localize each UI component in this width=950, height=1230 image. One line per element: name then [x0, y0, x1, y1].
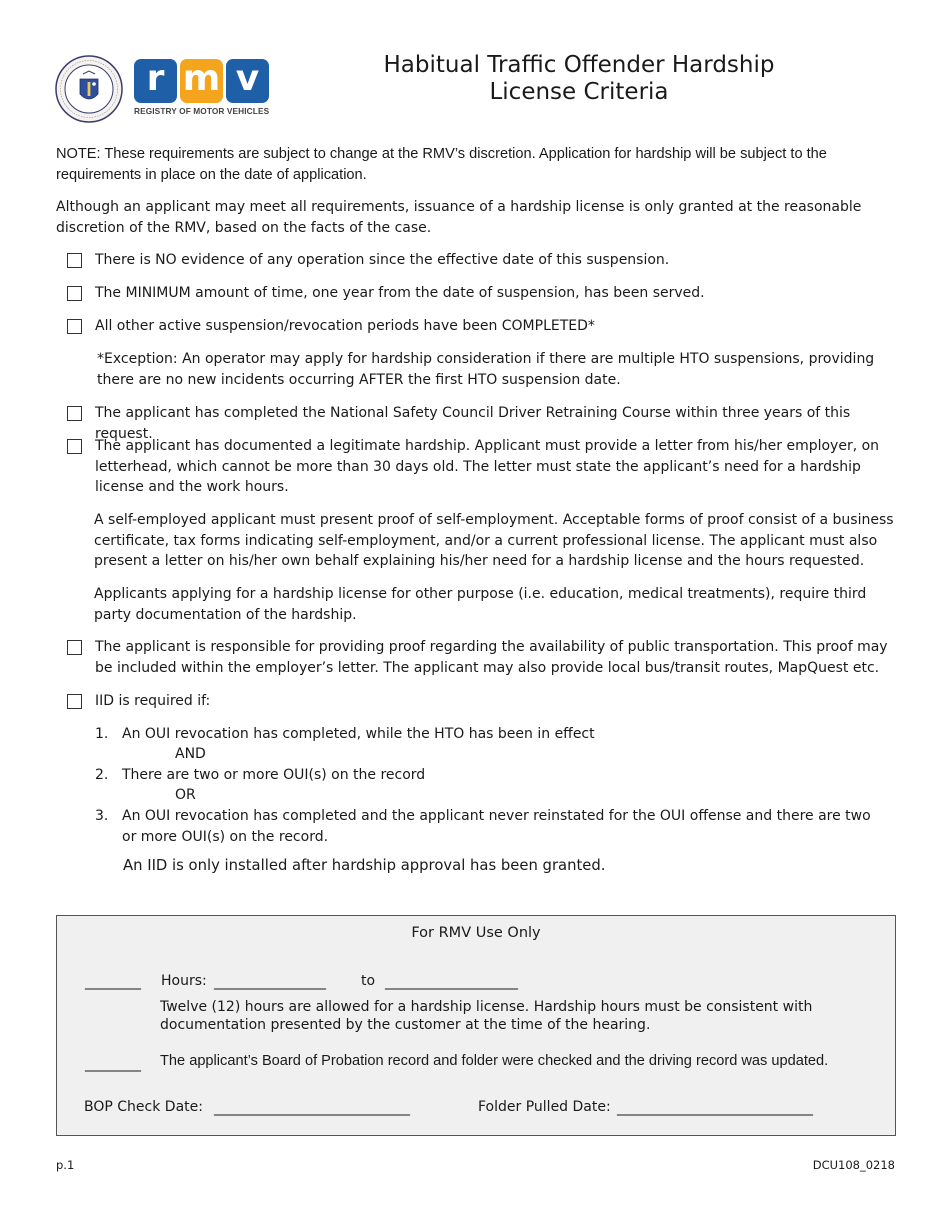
panel-title: For RMV Use Only	[411, 925, 541, 941]
checklist-item-label: The applicant is responsible for providing proof regarding the availability of public transportation. This proof may be included within the employer’s letter. The applicant may also provide local bus/transit routes, MapQuest etc.	[95, 639, 888, 676]
other-purpose-paragraph: Applicants applying for a hardship license for other purpose (i.e. education, medical treatments), require third party documentation of the hardship.	[94, 586, 867, 623]
bop-check-date-field[interactable]: ____________________________	[214, 1100, 410, 1116]
exception-note: *Exception: An operator may apply for hardship consideration if there are multiple HTO suspensions, providing there are no new incidents occurring AFTER the first HTO suspension date.	[97, 351, 875, 388]
hours-note: Twelve (12) hours are allowed for a hardship license. Hardship hours must be consistent with documentation presented by the customer at the time of the hearing.	[160, 999, 813, 1033]
rmv-logo-letter-v: v	[226, 59, 269, 103]
note-paragraph: NOTE: These requirements are subject to change at the RMV’s discretion. Application for hardship will be subject to the requirements in place on the date of application.	[56, 146, 827, 183]
hours-to-label: to	[361, 973, 376, 989]
checklist-item-label: All other active suspension/revocation periods have been COMPLETED*	[95, 318, 595, 334]
list-item-number: 2.	[95, 767, 109, 783]
list-item-text: An OUI revocation has completed and the applicant never reinstated for the OUI offense and there are two or more OUI(s) on the record.	[122, 808, 871, 845]
page-number: p.1	[56, 1158, 75, 1172]
checkbox[interactable]	[67, 319, 82, 334]
hours-from-field[interactable]: ________________	[214, 974, 326, 990]
iid-note: An IID is only installed after hardship approval has been granted.	[123, 857, 606, 874]
bop-initials-blank[interactable]: ________	[85, 1056, 141, 1072]
list-item-text: An OUI revocation has completed, while the HTO has been in effect	[122, 726, 595, 742]
self-employed-paragraph: A self-employed applicant must present proof of self-employment. Acceptable forms of proof consist of a business certificate, tax forms indicating self-employment, and/or a current professional license. The applicant must also present a letter on his/her own behalf explaining his/her need for a hardship license and the hours requested.	[94, 512, 894, 569]
list-item-number: 3.	[95, 808, 109, 824]
bop-checked-statement: The applicant’s Board of Probation record and folder were checked and the driving record was updated.	[160, 1053, 829, 1069]
list-item-number: 1.	[95, 726, 109, 742]
bop-check-date-label: BOP Check Date:	[84, 1099, 203, 1115]
page-title	[314, 52, 844, 106]
checkbox[interactable]	[67, 253, 82, 268]
rmv-logo	[134, 59, 274, 119]
rmv-logo-subtitle: REGISTRY OF MOTOR VEHICLES	[134, 106, 270, 116]
checklist-item-label: The applicant has documented a legitimate hardship. Applicant must provide a letter from his/her employer, on letterhead, which cannot be more than 30 days old. The letter must state the applicant’s need for a hardship license and the work hours.	[95, 438, 880, 495]
list-item-text: There are two or more OUI(s) on the record	[122, 767, 426, 783]
checkbox[interactable]	[67, 406, 82, 421]
massachusetts-seal-icon	[54, 54, 124, 124]
intro-paragraph: Although an applicant may meet all requirements, issuance of a hardship license is only granted at the reasonable discretion of the RMV, based on the facts of the case.	[56, 199, 862, 236]
hours-to-field[interactable]: ___________________	[385, 974, 518, 990]
iid-or-label: OR	[175, 787, 196, 803]
page-title-line1: Habitual Traffic Offender Hardship	[383, 52, 775, 78]
checkbox[interactable]	[67, 439, 82, 454]
folder-pulled-date-label: Folder Pulled Date:	[478, 1099, 611, 1115]
hours-initials-blank[interactable]: ________	[85, 974, 141, 990]
rmv-use-only-panel	[56, 915, 896, 1136]
checklist-item-label: The applicant has completed the National Safety Council Driver Retraining Course within three years of this request.	[95, 405, 851, 442]
hours-label: Hours:	[161, 973, 207, 989]
checkbox[interactable]	[67, 640, 82, 655]
checklist-item-label: IID is required if:	[95, 693, 211, 709]
page-title-line2: License Criteria	[489, 79, 669, 105]
checklist-item-label: There is NO evidence of any operation since the effective date of this suspension.	[95, 252, 670, 268]
checklist-item-label: The MINIMUM amount of time, one year from the date of suspension, has been served.	[95, 285, 705, 301]
folder-pulled-date-field[interactable]: ____________________________	[617, 1100, 813, 1116]
checkbox[interactable]	[67, 286, 82, 301]
checkbox[interactable]	[67, 694, 82, 709]
rmv-logo-letter-m: m	[180, 59, 223, 103]
form-code: DCU108_0218	[812, 1158, 895, 1172]
iid-and-label: AND	[175, 746, 206, 762]
page-header	[54, 52, 894, 124]
rmv-logo-letter-r: r	[134, 59, 177, 103]
iid-conditions-list	[95, 724, 895, 854]
